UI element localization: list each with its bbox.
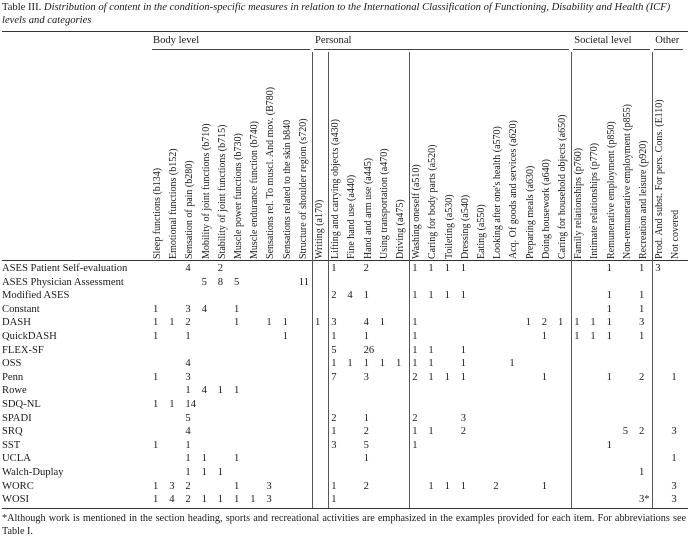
table-cell: 1 xyxy=(590,317,596,329)
table-cell: 1 xyxy=(541,371,548,383)
caption-label: Table III. xyxy=(2,2,42,13)
table-cell: 1 xyxy=(460,480,467,492)
table-cell: 1 xyxy=(331,331,337,342)
column-header: Family relationships (p760) xyxy=(573,147,585,259)
group-label-body-level: Body level xyxy=(153,35,200,46)
table-cell: 1 xyxy=(217,467,224,478)
bottom-rule xyxy=(2,508,688,509)
row-label: DASH xyxy=(2,317,31,329)
table-cell: 1 xyxy=(363,290,369,302)
table-cell: 5 xyxy=(185,412,191,424)
row-label: SDQ-NL xyxy=(2,399,41,410)
table-cell: 1 xyxy=(460,344,467,356)
table-cell: 1 xyxy=(606,290,612,302)
table-cell: 1 xyxy=(379,358,386,370)
table-cell: 1 xyxy=(396,358,402,370)
table-caption xyxy=(2,1,686,27)
table-cell: 1 xyxy=(169,399,175,410)
column-header: Non-remunerative employment (p855) xyxy=(621,104,633,259)
table-cell: 1 xyxy=(153,399,159,410)
column-header: Acq. Of goods and services (a620) xyxy=(508,120,520,259)
column-header: Fine hand use (a440) xyxy=(346,174,358,259)
table-cell: 4 xyxy=(185,358,191,370)
table-cell: 1 xyxy=(574,317,580,329)
table-cell: 2 xyxy=(460,426,467,438)
column-header: Toileting (a530) xyxy=(443,194,455,259)
table-cell: 1 xyxy=(363,331,369,342)
table-cell: 1 xyxy=(201,494,207,506)
table-cell: 1 xyxy=(412,426,418,438)
table-cell: 1 xyxy=(671,371,677,383)
row-label: QuickDASH xyxy=(2,331,57,342)
table-cell: 1 xyxy=(428,358,434,370)
table-cell: 2 xyxy=(331,290,337,302)
table-cell: 1 xyxy=(558,317,564,329)
table-cell: 7 xyxy=(331,371,337,383)
column-header: Sleep functions (b134) xyxy=(152,167,163,259)
table-cell: 1 xyxy=(639,331,645,342)
table-cell: 2 xyxy=(412,412,418,424)
table-cell: 1 xyxy=(201,453,207,465)
table-cell: 3 xyxy=(639,317,645,329)
table-cell: 1 xyxy=(428,290,434,302)
table-cell: 1 xyxy=(460,371,467,383)
table-cell: 3 xyxy=(266,494,272,506)
table-cell: 3 xyxy=(671,494,677,506)
table-cell: 1 xyxy=(606,263,612,274)
group-underline-societal-level xyxy=(573,49,650,50)
table-cell: 4 xyxy=(185,263,191,274)
column-separator xyxy=(312,52,313,508)
table-cell: 1 xyxy=(639,290,645,302)
table-cell: 1 xyxy=(234,317,240,329)
table-cell: 1 xyxy=(639,263,645,274)
group-underline-other xyxy=(654,49,682,50)
table-cell: 3 xyxy=(671,480,677,492)
row-label: UCLA xyxy=(2,453,31,465)
table-cell: 1 xyxy=(412,263,418,274)
column-separator xyxy=(571,52,572,508)
table-cell: 1 xyxy=(509,358,515,370)
row-label: Rowe xyxy=(2,385,27,397)
column-header: Dressing (a540) xyxy=(459,194,471,259)
table-footnote: *Although work is mentioned in the section heading, sports and recreational activities are emphasized in the examples provided for each item. For abbreviations see Table I. xyxy=(2,513,686,537)
table-cell: 1 xyxy=(153,331,159,342)
table-cell: 4 xyxy=(201,303,207,315)
table-cell: 5 xyxy=(234,276,240,288)
table-cell: 11 xyxy=(298,276,309,288)
table-cell: 1 xyxy=(639,467,645,478)
table-cell: 1 xyxy=(412,331,418,342)
table-cell: 2 xyxy=(217,263,224,274)
table-cell: 1 xyxy=(428,426,434,438)
table-cell: 3* xyxy=(639,494,650,506)
table-cell: 1 xyxy=(153,317,159,329)
table-cell: 1 xyxy=(444,480,450,492)
table-cell: 1 xyxy=(574,331,580,342)
table-cell: 1 xyxy=(185,467,191,478)
row-label: ASES Physician Assessment xyxy=(2,276,124,288)
group-label-other: Other xyxy=(655,35,680,46)
column-header: Mobility of joint functions (b710) xyxy=(200,123,212,259)
table-cell: 1 xyxy=(153,439,159,451)
table-cell: 1 xyxy=(412,439,418,451)
column-separator xyxy=(328,52,329,508)
table-cell: 2 xyxy=(639,426,645,438)
table-cell: 1 xyxy=(234,494,240,506)
column-header: Sensations rel. To muscl. And mov. (B780) xyxy=(265,86,277,259)
table-cell: 1 xyxy=(541,331,548,342)
table-cell: 1 xyxy=(217,385,224,397)
table-cell: 1 xyxy=(185,385,191,397)
table-cell: 4 xyxy=(169,494,175,506)
row-label: SPADI xyxy=(2,412,32,424)
table-cell: 1 xyxy=(234,385,240,397)
caption-text: Distribution of content in the condition-specific measures in relation to the International Classification of Functioning, Disability and Health (ICF) levels and categories xyxy=(2,2,671,26)
row-label: SRQ xyxy=(2,426,23,438)
table-cell: 1 xyxy=(331,494,337,506)
row-label: SST xyxy=(2,439,21,451)
column-header: Sensations related to the skin b840 xyxy=(281,119,293,259)
table-cell: 5 xyxy=(331,344,337,356)
row-label: FLEX-SF xyxy=(2,344,44,356)
table-cell: 2 xyxy=(331,412,337,424)
table-cell: 4 xyxy=(347,290,353,302)
table-cell: 1 xyxy=(315,317,321,329)
table-cell: 1 xyxy=(331,426,337,438)
table-cell: 1 xyxy=(153,371,159,383)
table-cell: 1 xyxy=(185,439,191,451)
column-header: Caring for household objects (a650) xyxy=(557,114,568,259)
table-cell: 1 xyxy=(234,480,240,492)
column-header: Sensation of pain (b280) xyxy=(184,160,196,259)
column-header: Muscle endurance function (b740) xyxy=(249,120,261,259)
table-cell: 1 xyxy=(185,331,191,342)
table-cell: 3 xyxy=(671,426,677,438)
table-cell: 1 xyxy=(153,303,159,315)
table-cell: 2 xyxy=(412,371,418,383)
column-header: Not covered xyxy=(670,209,682,259)
table-cell: 1 xyxy=(428,480,434,492)
table-cell: 1 xyxy=(460,290,467,302)
table-cell: 1 xyxy=(606,371,612,383)
column-header: Washing oneself (a510) xyxy=(411,164,423,259)
table-cell: 2 xyxy=(363,263,369,274)
table-cell: 2 xyxy=(185,494,191,506)
table-cell: 1 xyxy=(347,358,353,370)
table-cell: 3 xyxy=(266,480,272,492)
table-cell: 1 xyxy=(331,480,337,492)
table-cell: 1 xyxy=(428,344,434,356)
table-cell: 2 xyxy=(185,317,191,329)
table-cell: 1 xyxy=(412,344,418,356)
column-header: Using transportation (a470) xyxy=(378,148,390,259)
row-label: WOSI xyxy=(2,494,30,506)
table-cell: 1 xyxy=(363,358,369,370)
table-cell: 1 xyxy=(153,480,159,492)
table-cell: 14 xyxy=(185,399,196,410)
table-cell: 1 xyxy=(606,331,612,342)
table-cell: 1 xyxy=(412,358,418,370)
table-cell: 1 xyxy=(331,263,337,274)
table-cell: 3 xyxy=(655,263,661,274)
column-header: Writing (a170) xyxy=(314,199,325,259)
row-label: OSS xyxy=(2,358,22,370)
row-label: Penn xyxy=(2,371,24,383)
row-label: ASES Patient Self-evaluation xyxy=(2,263,128,274)
column-header: Structure of shoulder region (s720) xyxy=(297,118,309,259)
header-rule xyxy=(2,260,688,261)
table-cell: 4 xyxy=(185,426,191,438)
column-header: Remunerative employment (p850) xyxy=(605,121,617,259)
table-cell: 5 xyxy=(201,276,207,288)
table-cell: 2 xyxy=(363,426,369,438)
table-cell: 1 xyxy=(234,453,240,465)
column-header: Looking after one's health (a570) xyxy=(492,126,504,259)
group-underline-personal xyxy=(314,49,569,50)
table-cell: 3 xyxy=(185,371,191,383)
column-header: Intimate relationships (p770) xyxy=(589,142,601,259)
table-cell: 1 xyxy=(201,467,207,478)
group-underline-body-level xyxy=(152,49,310,50)
table-cell: 1 xyxy=(606,317,612,329)
column-header: Doing housework (a640) xyxy=(540,159,552,259)
table-cell: 4 xyxy=(201,385,207,397)
column-header: Emotional functions (b152) xyxy=(168,148,180,259)
table-cell: 2 xyxy=(639,371,645,383)
table-cell: 1 xyxy=(363,453,369,465)
table-cell: 1 xyxy=(444,290,450,302)
table-cell: 3 xyxy=(331,317,337,329)
column-separator xyxy=(652,52,653,508)
table-cell: 1 xyxy=(460,263,467,274)
table-cell: 3 xyxy=(363,371,369,383)
table-cell: 5 xyxy=(622,426,629,438)
column-header: Hand and arm use (a445) xyxy=(362,157,374,259)
table-cell: 1 xyxy=(169,317,175,329)
table-cell: 1 xyxy=(282,331,288,342)
table-cell: 1 xyxy=(444,371,450,383)
column-header: Driving (a475) xyxy=(395,199,406,259)
table-cell: 1 xyxy=(412,317,418,329)
table-cell: 26 xyxy=(363,344,375,356)
table-cell: 4 xyxy=(363,317,369,329)
table-cell: 1 xyxy=(639,303,645,315)
table-cell: 1 xyxy=(234,303,240,315)
column-header: Preparing meals (a630) xyxy=(524,165,536,259)
group-label-societal-level: Societal level xyxy=(574,35,632,46)
column-header: Caring for body parts (a520) xyxy=(427,144,439,259)
table-cell: 2 xyxy=(363,480,369,492)
table-cell: 1 xyxy=(541,480,548,492)
row-label: Walch-Duplay xyxy=(2,467,64,478)
column-header: Prod. And subst. For pers. Cons. (E110) xyxy=(654,99,666,259)
table-cell: 1 xyxy=(671,453,677,465)
column-separator xyxy=(409,52,410,508)
table-cell: 3 xyxy=(331,439,337,451)
table-cell: 1 xyxy=(153,494,159,506)
table-cell: 1 xyxy=(379,317,386,329)
table-cell: 1 xyxy=(363,412,369,424)
table-cell: 1 xyxy=(250,494,256,506)
table-cell: 2 xyxy=(493,480,499,492)
column-header: Lifting and carrying objects (a430) xyxy=(330,119,342,259)
table-cell: 1 xyxy=(266,317,272,329)
table-cell: 1 xyxy=(525,317,531,329)
table-cell: 3 xyxy=(169,480,175,492)
table-cell: 3 xyxy=(460,412,467,424)
row-label: Constant xyxy=(2,303,40,315)
group-label-personal: Personal xyxy=(315,35,352,46)
table-cell: 1 xyxy=(606,439,612,451)
table-cell: 1 xyxy=(282,317,288,329)
table-cell: 1 xyxy=(331,358,337,370)
table-cell: 1 xyxy=(606,303,612,315)
table-cell: 1 xyxy=(428,263,434,274)
table-cell: 1 xyxy=(412,290,418,302)
column-header: Eating (a550) xyxy=(476,204,487,259)
column-header: Muscle power functions (b730) xyxy=(233,133,244,259)
table-cell: 1 xyxy=(460,358,467,370)
top-rule xyxy=(2,31,688,32)
table-cell: 1 xyxy=(217,494,224,506)
column-header: Recreation and leisure (p920) xyxy=(638,140,649,259)
table-cell: 3 xyxy=(185,303,191,315)
table-cell: 2 xyxy=(541,317,548,329)
row-label: Modified ASES xyxy=(2,290,70,302)
table-cell: 1 xyxy=(444,263,450,274)
table-cell: 1 xyxy=(428,371,434,383)
column-header: Stability of joint functions (b715) xyxy=(216,124,228,259)
table-cell: 1 xyxy=(185,453,191,465)
table-cell: 2 xyxy=(185,480,191,492)
table-cell: 1 xyxy=(590,331,596,342)
row-label: WORC xyxy=(2,480,34,492)
table-cell: 5 xyxy=(363,439,369,451)
table-cell: 8 xyxy=(217,276,224,288)
